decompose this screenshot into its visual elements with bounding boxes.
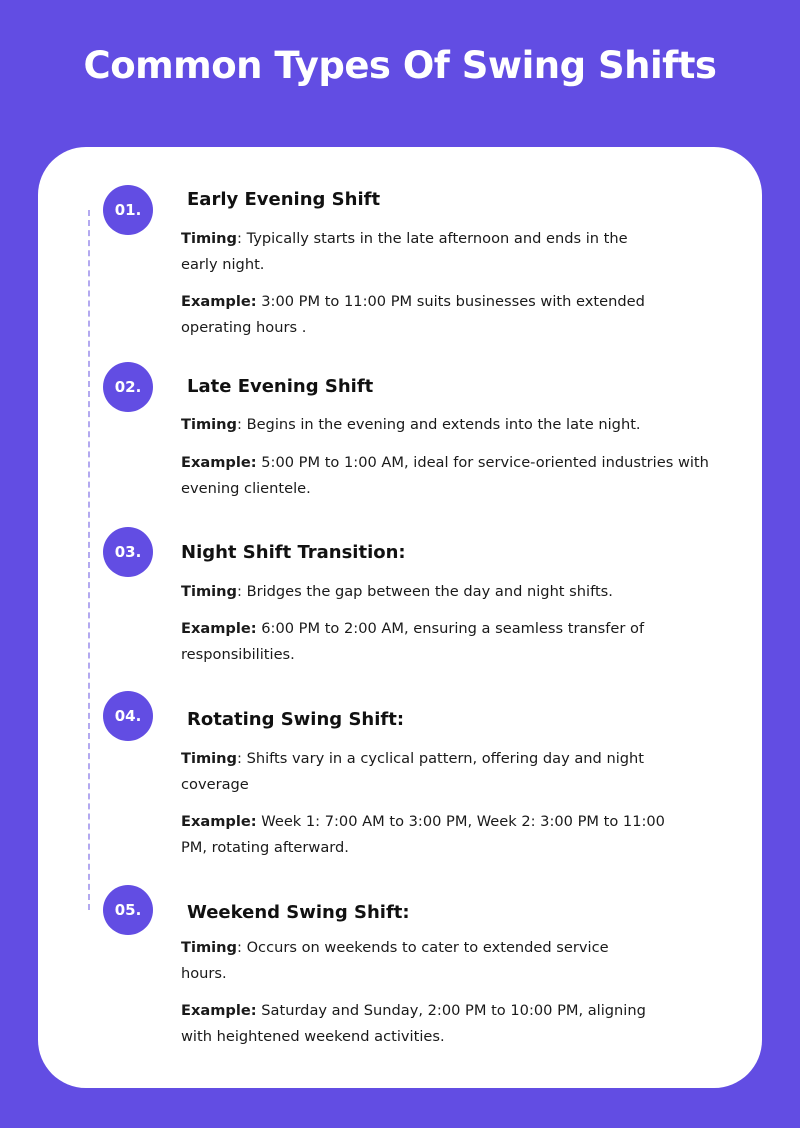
example-text: 5:00 PM to 1:00 AM, ideal for service-oriented industries with evening clientele. — [181, 454, 709, 497]
step-heading: Rotating Swing Shift: — [187, 709, 405, 730]
timing-label: Timing — [181, 939, 238, 956]
timing-label: Timing — [181, 750, 238, 767]
timing-paragraph — [181, 412, 741, 438]
timeline-connector — [88, 210, 90, 910]
example-label: Example: — [181, 813, 257, 830]
timing-text: : Begins in the evening and extends into the late night. — [237, 416, 641, 433]
example-paragraph — [181, 450, 726, 502]
timing-paragraph — [181, 226, 651, 278]
timing-text: : Bridges the gap between the day and night shifts. — [237, 583, 613, 600]
example-label: Example: — [181, 293, 257, 310]
step-number-badge: 04. — [103, 691, 153, 741]
step-heading: Weekend Swing Shift: — [187, 902, 410, 923]
example-paragraph — [181, 998, 661, 1050]
timing-text: : Typically starts in the late afternoon and ends in the early night. — [181, 230, 628, 273]
example-label: Example: — [181, 620, 257, 637]
step-heading: Late Evening Shift — [187, 376, 374, 397]
timing-label: Timing — [181, 416, 238, 433]
example-text: Week 1: 7:00 AM to 3:00 PM, Week 2: 3:00 PM to 11:00 PM, rotating afterward. — [181, 813, 665, 856]
example-label: Example: — [181, 454, 257, 471]
example-label: Example: — [181, 1002, 257, 1019]
timing-text: : Shifts vary in a cyclical pattern, offering day and night coverage — [181, 750, 645, 793]
page-title: Common Types Of Swing Shifts — [83, 44, 717, 87]
example-text: 6:00 PM to 2:00 AM, ensuring a seamless transfer of responsibilities. — [181, 620, 645, 663]
timing-paragraph — [181, 746, 671, 798]
timing-paragraph — [181, 579, 741, 605]
example-paragraph — [181, 289, 661, 341]
example-paragraph — [181, 809, 676, 861]
timing-text: : Occurs on weekends to cater to extended service hours. — [181, 939, 609, 982]
timing-label: Timing — [181, 583, 238, 600]
example-text: 3:00 PM to 11:00 PM suits businesses with extended operating hours . — [181, 293, 645, 336]
step-number-badge: 02. — [103, 362, 153, 412]
example-paragraph — [181, 616, 656, 668]
step-number-badge: 03. — [103, 527, 153, 577]
timing-paragraph — [181, 935, 636, 987]
timing-label: Timing — [181, 230, 238, 247]
step-heading: Night Shift Transition: — [181, 542, 406, 563]
step-number-badge: 05. — [103, 885, 153, 935]
step-number-badge: 01. — [103, 185, 153, 235]
step-heading: Early Evening Shift — [187, 189, 381, 210]
example-text: Saturday and Sunday, 2:00 PM to 10:00 PM, aligning with heightened weekend activities. — [181, 1002, 646, 1045]
